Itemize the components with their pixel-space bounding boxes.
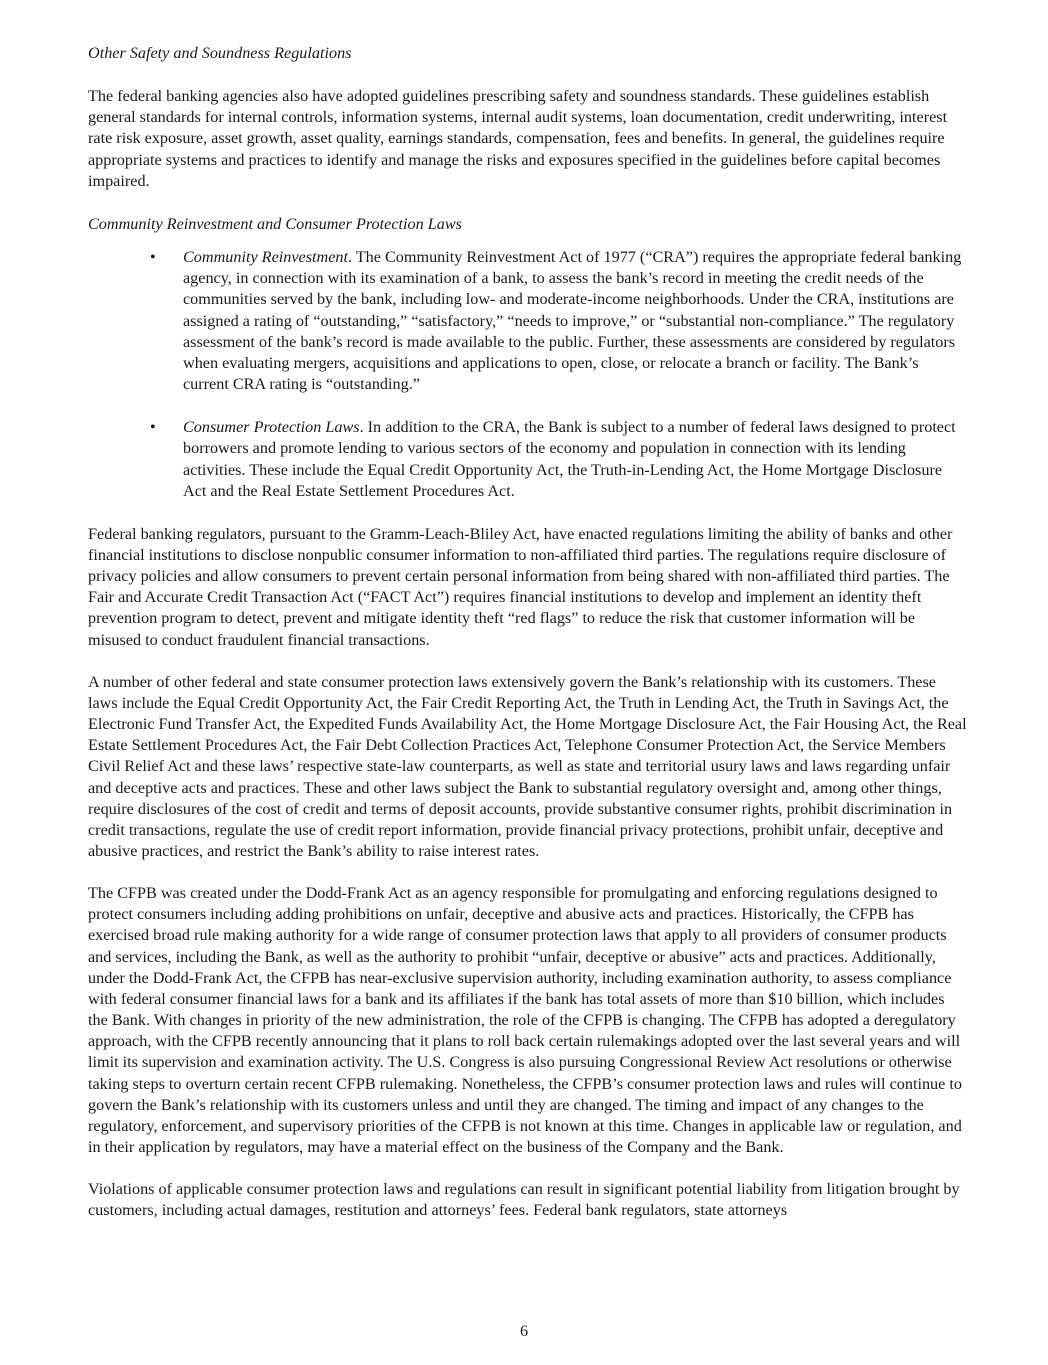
paragraph-safety-soundness: The federal banking agencies also have adopted guidelines prescribing safety and soundness standards. These guidelines establish general standards for internal controls, information systems, internal audit systems, loan documentation, credit underwriting, interest rate risk exposure, asset growth, asset quality, earnings standards, compensation, fees and benefits. In general, the guidelines require appropriate systems and practices to identify and manage the risks and exposures specified in the guidelines before capital becomes impaired.: [88, 87, 948, 190]
bullet-item-community-reinvestment: [88, 247, 968, 395]
bullet-icon: •: [150, 418, 156, 437]
page-number: 6: [519, 1322, 529, 1340]
paragraph-gramm-leach-bliley: Federal banking regulators, pursuant to the Gramm-Leach-Bliley Act, have enacted regulations limiting the ability of banks and other financial institutions to disclose nonpublic consumer information to non-affiliated third parties. The regulations require disclosure of privacy policies and allow consumers to prevent certain personal information from being shared with non-affiliated third parties. The Fair and Accurate Credit Transaction Act (“FACT Act”) requires financial institutions to develop and implement an identity theft prevention program to detect, prevent and mitigate identity theft “red flags” to reduce the risk that customer information will be misused to conduct fraudulent financial transactions.: [88, 524, 953, 649]
paragraph-violations: Violations of applicable consumer protection laws and regulations can result in significant potential liability from litigation brought by customers, including actual damages, restitution and attorneys’ fees. Federal bank regulators, state attorneys: [88, 1180, 960, 1220]
bullet-item-consumer-protection: [88, 417, 968, 502]
section-heading-safety-soundness: Other Safety and Soundness Regulations: [88, 44, 352, 62]
bullet-title: Consumer Protection Laws: [183, 418, 360, 437]
bullet-text: . The Community Reinvestment Act of 1977 (“CRA”) requires the appropriate federal banking agency, in connection with its examination of a bank, to assess the bank’s record in meeting the credit needs of the communities served by the bank, including low- and moderate-income neighborhoods. Under the CRA, institutions are assigned a rating of “outstanding,” “satisfactory,” “needs to improve,” or “substantial non-compliance.” The regulatory assessment of the bank’s record is made available to the public. Further, these assessments are considered by regulators when evaluating mergers, acquisitions and applications to open, close, or relocate a branch or facility. The Bank’s current CRA rating is “outstanding.”: [183, 248, 962, 394]
bullet-icon: •: [150, 248, 156, 267]
document-page: [88, 43, 968, 1222]
bullet-title: Community Reinvestment: [183, 248, 348, 267]
section-heading-community-reinvestment: Community Reinvestment and Consumer Protection Laws: [88, 214, 462, 233]
paragraph-consumer-protection-laws: A number of other federal and state consumer protection laws extensively govern the Bank’s relationship with its customers. These laws include the Equal Credit Opportunity Act, the Fair Credit Reporting Act, the Truth in Lending Act, the Truth in Savings Act, the Electronic Fund Transfer Act, the Expedited Funds Availability Act, the Home Mortgage Disclosure Act, the Fair Housing Act, the Real Estate Settlement Procedures Act, the Fair Debt Collection Practices Act, Telephone Consumer Protection Act, the Service Members Civil Relief Act and these laws’ respective state-law counterparts, as well as state and territorial usury laws and laws regarding unfair and deceptive acts and practices. These and other laws subject the Bank to substantial regulatory oversight and, among other things, require disclosures of the cost of credit and terms of deposit accounts, provide substantive consumer rights, prohibit discrimination in credit transactions, regulate the use of credit report information, provide financial privacy protections, prohibit unfair, deceptive and abusive practices, and restrict the Bank’s ability to raise interest rates.: [88, 672, 967, 860]
bullet-text: . In addition to the CRA, the Bank is subject to a number of federal laws designed to protect borrowers and promote lending to various sectors of the economy and population in connection with its lending activities. These include the Equal Credit Opportunity Act, the Truth-in-Lending Act, the Home Mortgage Disclosure Act and the Real Estate Settlement Procedures Act.: [183, 418, 956, 500]
bullet-list: [88, 247, 968, 502]
paragraph-cfpb: The CFPB was created under the Dodd-Frank Act as an agency responsible for promulgating and enforcing regulations designed to protect consumers including adding prohibitions on unfair, deceptive and abusive acts and practices. Historically, the CFPB has exercised broad rule making authority for a wide range of consumer protection laws that apply to all providers of consumer products and services, including the Bank, as well as the authority to prohibit “unfair, deceptive or abusive” acts and practices. Additionally, under the Dodd-Frank Act, the CFPB has near-exclusive supervision authority, including examination authority, to assess compliance with federal consumer financial laws for a bank and its affiliates if the bank has total assets of more than $10 billion, which includes the Bank. With changes in priority of the new administration, the role of the CFPB is changing. The CFPB has adopted a deregulatory approach, with the CFPB recently announcing that it plans to roll back certain rulemakings adopted over the last several years and will limit its supervision and examination activity. The U.S. Congress is also pursuing Congressional Review Act resolutions or otherwise taking steps to overturn certain recent CFPB rulemaking. Nonetheless, the CFPB’s consumer protection laws and rules will continue to govern the Bank’s relationship with its customers unless and until they are changed. The timing and impact of any changes to the regulatory, enforcement, and supervisory priorities of the CFPB is not known at this time. Changes in applicable law or regulation, and in their application by regulators, may have a material effect on the business of the Company and the Bank.: [88, 884, 962, 1157]
